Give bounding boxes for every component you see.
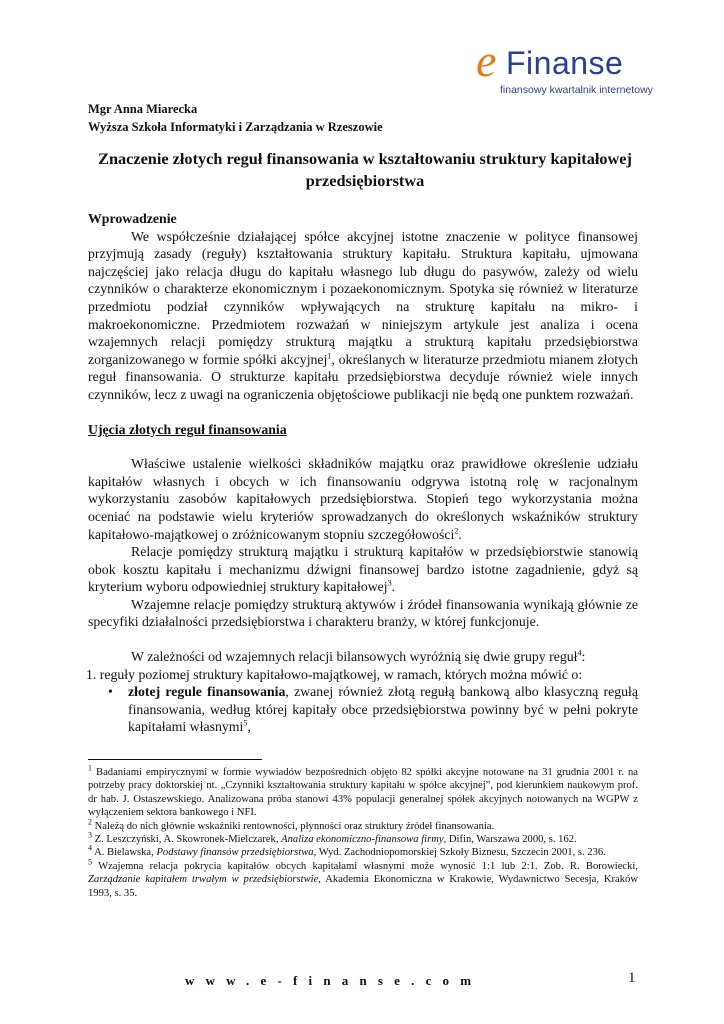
- body-text: [88, 210, 638, 736]
- footnote-separator: [88, 759, 262, 760]
- author-affiliation: Wyższa Szkoła Informatyki i Zarządzania w Rzeszowie: [88, 120, 383, 134]
- footnote-ref-3[interactable]: 3: [387, 578, 392, 588]
- bullet-item: • złotej regule finansowania, zwanej również złotą regułą bankową albo klasyczną regułą finansowania, według której kapitały obce przedsiębiorstwa powinny być w pełni pokryte kapitałami własnymi$^5$,: [108, 684, 638, 735]
- footnote-ref-4[interactable]: 4: [577, 648, 582, 658]
- footnote-ref-1[interactable]: 1: [327, 351, 332, 361]
- footnotes: [88, 763, 638, 900]
- paragraph-intro: We współcześnie działającej spółce akcyjnej istotne znaczenie w polityce finansowej przyjmują zasady (reguły) kształtowania struktury kapitału. Struktura kapitału, ujmowana najczęściej jako relacja długu do kapitału własnego lub długu do pasywów, zależy od wielu czynników o charakterze ekonomicznym i pozaekonomicznym. Spotyka się również w literaturze przedmiotu podział czynników wpływających na strukturę kapitału na mikro- i makroekonomiczne. Przedmiotem rozważań w niniejszym artykule jest analiza i ocena wzajemnych relacji pomiędzy strukturą majątku a strukturą kapitału przedsiębiorstwa zorganizowanego w formie spółki akcyjnej$^1$, określanych w literaturze przedmiotu mianem złotych reguł finansowania. O strukturze kapitału przedsiębiorstwa decyduje również wiele innych czynników, lecz z uwagi na ograniczenia objętościowe publikacji nie będą one punktem rozważań.: [88, 228, 638, 402]
- footnote-ref-2[interactable]: 2: [454, 525, 459, 535]
- section-heading-intro: Wprowadzenie: [88, 211, 177, 226]
- logo-wordmark: Finanse: [506, 45, 624, 81]
- section-heading-rules: Ujęcia złotych reguł finansowania: [88, 421, 287, 437]
- footnote-ref-5[interactable]: 5: [243, 718, 248, 728]
- efinanse-logo: [476, 35, 653, 104]
- footnote-2: $^2$ Należą do nich głównie wskaźniki rentowności, płynności oraz struktury źródeł finansowania.: [88, 817, 495, 832]
- list-item: 1. reguły poziomej struktury kapitałowo-majątkowej, w ramach, których można mówić o:: [86, 666, 583, 682]
- author-name: Mgr Anna Miarecka: [88, 102, 198, 116]
- page-number: 1: [628, 970, 636, 986]
- logo-e-letter: e: [476, 35, 497, 86]
- footnote-1: $^1$ Badaniami empirycznymi w formie wywiadów bezpośrednich objęto 82 spółki akcyjne notowane na 31 grudnia 2001 r. na potrzeby pracy doktorskiej nt. „Czynniki kształtowania struktury kapitału w spółce akcyjnej”, pod kierunkiem naukowym prof. dr hab. J. Ostaszewskiego. Analizowana próba stanowi 43% populacji generalnej spółek akcyjnych notowanych na WGPW z wyłączeniem sektora bankowego i NFI.: [88, 763, 638, 819]
- paper-title: Znaczenie złotych reguł finansowania w kształtowaniu struktury kapitałowej przedsiębiorstwa: [98, 149, 632, 190]
- paragraph-rules-3: Wzajemne relacje pomiędzy strukturą aktywów i źródeł finansowania wynikają głównie ze specyfiki działalności przedsiębiorstwa i charakteru branży, w której funkcjonuje.: [88, 596, 638, 630]
- paragraph-rules-2: Relacje pomiędzy strukturą majątku i strukturą kapitałów w przedsiębiorstwie stanowią obok kosztu kapitału i mechanizmu dźwigni finansowej bardzo istotne zagadnienie, gdyż są kryterium wyboru odpowiedniej struktury kapitałowej$^3$.: [88, 544, 638, 595]
- footnote-3: $^3$ Z. Leszczyński, A. Skowronek-Mielczarek, Analiza ekonomiczno-finansowa firmy, Difin, Warszawa 2000, s. 162.: [88, 830, 577, 846]
- footnote-4: $^4$ A. Bielawska, Podstawy finansów przedsiębiorstwa, Wyd. Zachodniopomorskiej Szkoły Biznesu, Szczecin 2001, s. 236.: [88, 843, 606, 859]
- logo-subtitle: finansowy kwartalnik internetowy: [500, 84, 653, 96]
- paragraph-rules-4: W zależności od wzajemnych relacji bilansowych wyróżnią się dwie grupy reguł$^4$:: [131, 648, 586, 665]
- footer-url[interactable]: www.e-finanse.com: [185, 973, 483, 988]
- bullet-marker: •: [108, 684, 113, 700]
- footnote-5: $^5$ Wzajemna relacja pokrycia kapitałów obcych kapitałami własnymi może wynosić 1:1 lub 2:1. Zob. R. Borowiecki, Zarządzanie kapitałem trwałym w przedsiębiorstwie, Akademia Ekonomiczna w Krakowie, Wydawnictwo Secesja, Kraków 1993, s. 35.: [88, 857, 638, 899]
- author-block: [88, 100, 383, 136]
- paragraph-rules-1: Właściwe ustalenie wielkości składników majątku oraz prawidłowe określenie udziału kapitałów własnych i obcych w ich finansowaniu odgrywa istotną rolę w racjonalnym wykorzystaniu zasobów kapitałowych przedsiębiorstwa. Stopień tego wykorzystania można oceniać na podstawie wielu kryteriów sprowadzanych do określonych wskaźników struktury kapitałowo-majątkowej o zróżnicowanym stopniu szczegółowości$^2$.: [88, 456, 638, 542]
